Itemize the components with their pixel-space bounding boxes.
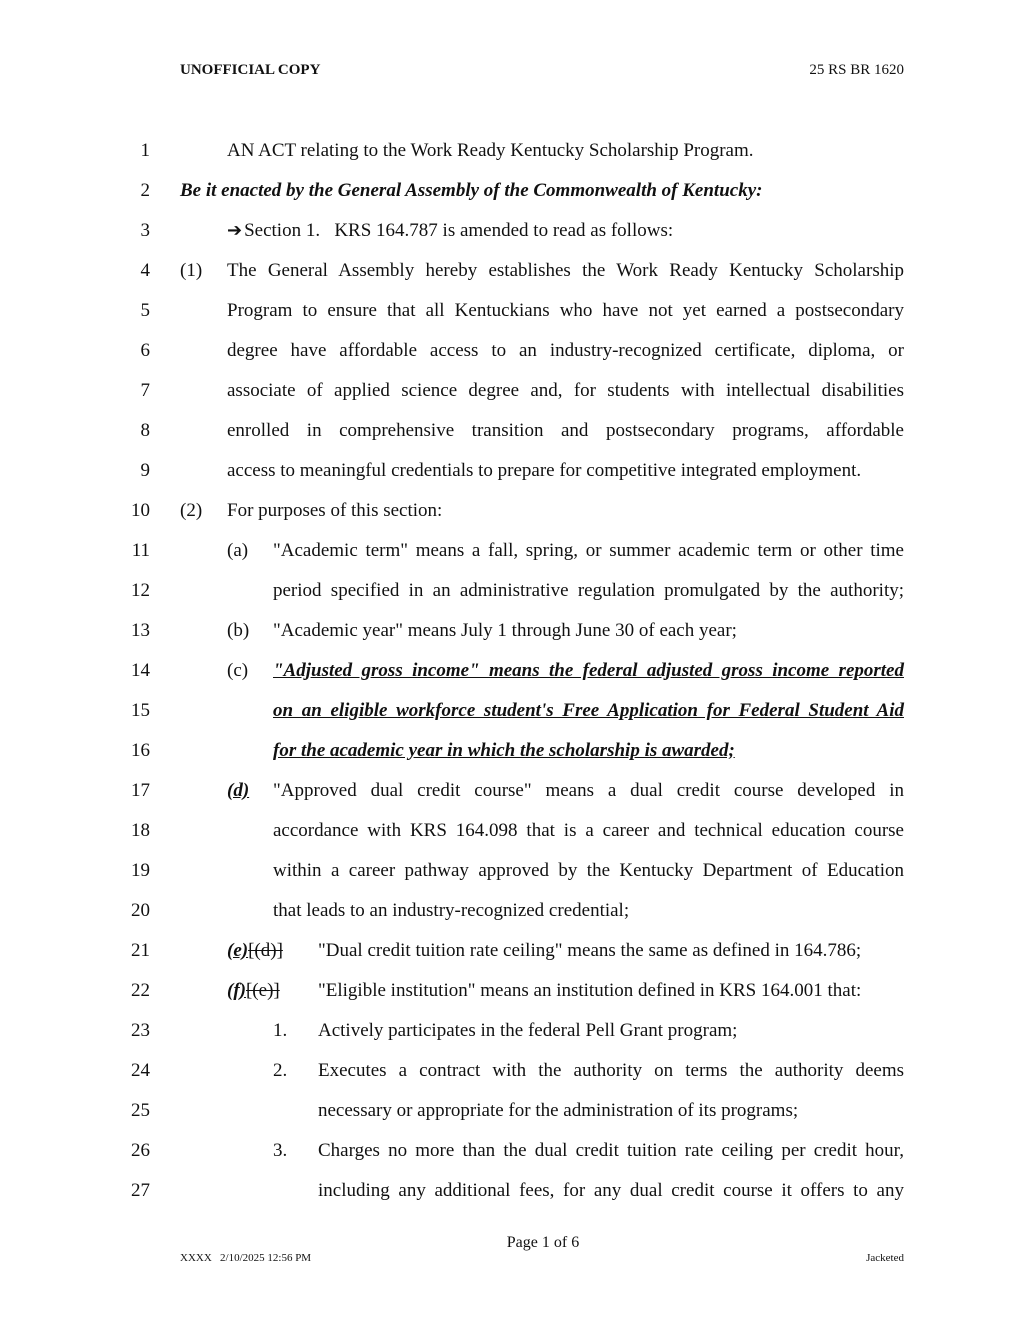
- deleted-label: [(d)]: [248, 940, 283, 961]
- document-line: [0, 380, 1024, 420]
- document-line: [0, 420, 1024, 460]
- line-text: For purposes of this section:: [227, 500, 443, 521]
- header-right: 25 RS BR 1620: [809, 62, 904, 78]
- footer-left: XXXX 2/10/2025 12:56 PM: [180, 1252, 312, 1264]
- section-heading: ➔ Section 1. KRS 164.787 is amended to read as follows:: [227, 220, 674, 241]
- line-text: access to meaningful credentials to prepare for competitive integrated employment.: [227, 460, 862, 481]
- line-text: accordance with KRS 164.098 that is a career and technical education course: [273, 820, 904, 841]
- line-text: associate of applied science degree and, for students with intellectual disabilities: [227, 380, 904, 401]
- amended-label: [227, 980, 280, 1002]
- deleted-label: [(e)]: [245, 980, 280, 1001]
- document-line: [0, 220, 1024, 260]
- line-text: "Academic year" means July 1 through June 30 of each year;: [273, 620, 737, 641]
- paragraph-label: (c): [227, 660, 249, 681]
- line-number: 25: [131, 1100, 150, 1121]
- line-text: "Approved dual credit course" means a dual credit course developed in: [273, 780, 904, 801]
- line-number: 27: [131, 1180, 150, 1201]
- line-number: 26: [131, 1140, 150, 1161]
- document-line: [0, 740, 1024, 780]
- document-line: [0, 460, 1024, 500]
- inserted-text: on an eligible workforce student's Free Application for Federal Student Aid: [273, 700, 904, 721]
- subparagraph-label: 1.: [273, 1020, 288, 1041]
- document-line: [0, 1060, 1024, 1100]
- line-text: Program to ensure that all Kentuckians who have not yet earned a postsecondary: [227, 300, 904, 321]
- line-number: 2: [140, 180, 150, 201]
- line-number: 16: [131, 740, 150, 761]
- paragraph-label: (a): [227, 540, 249, 561]
- inserted-text: "Adjusted gross income" means the federal adjusted gross income reported: [273, 660, 904, 681]
- line-number: 15: [131, 700, 150, 721]
- subsection-label: (1): [180, 260, 203, 281]
- page-number: Page 1 of 6: [506, 1234, 580, 1251]
- line-text: "Dual credit tuition rate ceiling" means the same as defined in 164.786;: [318, 940, 862, 961]
- enacting-clause: Be it enacted by the General Assembly of the Commonwealth of Kentucky:: [180, 180, 763, 201]
- line-number: 4: [140, 260, 150, 281]
- line-number: 18: [131, 820, 150, 841]
- footer-right: Jacketed: [866, 1252, 904, 1264]
- line-number: 24: [131, 1060, 150, 1081]
- line-number: 14: [131, 660, 150, 681]
- line-number: 23: [131, 1020, 150, 1041]
- header-left: UNOFFICIAL COPY: [180, 62, 321, 78]
- line-text: Actively participates in the federal Pell Grant program;: [318, 1020, 738, 1041]
- line-number: 9: [140, 460, 150, 481]
- document-line: [0, 620, 1024, 660]
- line-text: including any additional fees, for any dual credit course it offers to any: [318, 1180, 904, 1201]
- line-text: "Academic term" means a fall, spring, or summer academic term or other time: [273, 540, 904, 561]
- arrow-icon: ➔: [227, 220, 243, 241]
- document-line: [0, 820, 1024, 860]
- document-line: [0, 980, 1024, 1020]
- line-number: 20: [131, 900, 150, 921]
- document-line: [0, 780, 1024, 820]
- inserted-label: (d): [227, 780, 250, 801]
- line-number: 19: [131, 860, 150, 881]
- line-number: 12: [131, 580, 150, 601]
- document-line: [0, 340, 1024, 380]
- subsection-label: (2): [180, 500, 203, 521]
- document-line: [0, 1140, 1024, 1180]
- line-number: 3: [140, 220, 150, 241]
- inserted-label: (e): [227, 940, 249, 961]
- line-number: 8: [140, 420, 150, 441]
- document-line: [0, 260, 1024, 300]
- line-number: 7: [140, 380, 150, 401]
- inserted-text: for the academic year in which the scholarship is awarded;: [273, 740, 735, 761]
- document-line: [0, 1020, 1024, 1060]
- line-text: period specified in an administrative regulation promulgated by the authority;: [273, 580, 904, 601]
- paragraph-label: (b): [227, 620, 250, 641]
- document-line: [0, 180, 1024, 220]
- line-text: necessary or appropriate for the administration of its programs;: [318, 1100, 799, 1121]
- line-number: 13: [131, 620, 150, 641]
- document-line: [0, 940, 1024, 980]
- line-text: that leads to an industry-recognized credential;: [273, 900, 630, 921]
- line-text: Charges no more than the dual credit tuition rate ceiling per credit hour,: [318, 1140, 904, 1161]
- inserted-label: (f): [227, 980, 246, 1001]
- document-line: [0, 860, 1024, 900]
- amended-label: [227, 940, 283, 962]
- line-number: 11: [131, 540, 150, 561]
- subparagraph-label: 3.: [273, 1140, 288, 1161]
- act-title: AN ACT relating to the Work Ready Kentucky Scholarship Program.: [227, 140, 754, 161]
- document-line: [0, 1180, 1024, 1220]
- line-text: Executes a contract with the authority on terms the authority deems: [318, 1060, 904, 1081]
- line-number: 10: [131, 500, 150, 521]
- document-line: [0, 140, 1024, 180]
- line-number: 21: [131, 940, 150, 961]
- document-line: [0, 540, 1024, 580]
- document-line: [0, 580, 1024, 620]
- line-text: degree have affordable access to an industry-recognized certificate, diploma, or: [227, 340, 904, 361]
- line-text: The General Assembly hereby establishes the Work Ready Kentucky Scholarship: [227, 260, 904, 281]
- line-number: 1: [140, 140, 150, 161]
- document-line: [0, 900, 1024, 940]
- line-number: 6: [140, 340, 150, 361]
- line-text: enrolled in comprehensive transition and postsecondary programs, affordable: [227, 420, 904, 441]
- subparagraph-label: 2.: [273, 1060, 288, 1081]
- document-line: [0, 500, 1024, 540]
- line-text: within a career pathway approved by the Kentucky Department of Education: [273, 860, 904, 881]
- document-line: [0, 300, 1024, 340]
- document-line: [0, 1100, 1024, 1140]
- line-text: "Eligible institution" means an institution defined in KRS 164.001 that:: [318, 980, 862, 1001]
- line-number: 17: [131, 780, 150, 801]
- line-number: 22: [131, 980, 150, 1001]
- document-line: [0, 660, 1024, 700]
- document-line: [0, 700, 1024, 740]
- line-number: 5: [140, 300, 150, 321]
